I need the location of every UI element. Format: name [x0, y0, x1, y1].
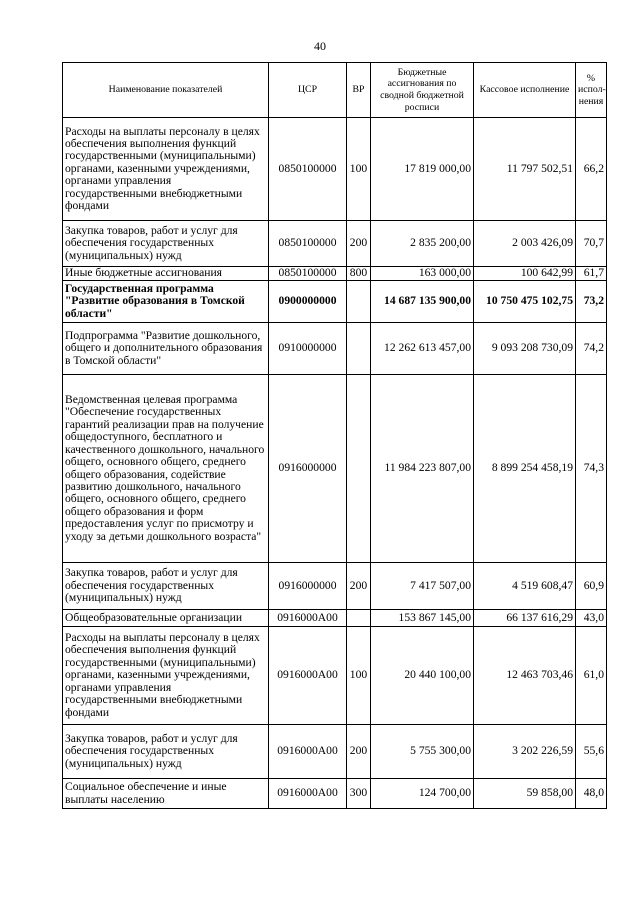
table-row	[63, 779, 607, 809]
budget-table	[62, 62, 607, 809]
row-vr	[347, 610, 371, 627]
row-vr	[347, 281, 371, 323]
row-cash: 4 519 608,47	[474, 563, 576, 610]
row-csr: 0850100000	[269, 221, 347, 267]
row-vr: 200	[347, 221, 371, 267]
table-row	[63, 281, 607, 323]
row-budget: 163 000,00	[371, 267, 474, 281]
table-row	[63, 610, 607, 627]
row-budget: 2 835 200,00	[371, 221, 474, 267]
row-name: Подпрограмма "Развитие дошкольного, общего и дополнительного образования в Томской области"	[63, 323, 269, 375]
row-budget: 20 440 100,00	[371, 627, 474, 725]
row-budget: 12 262 613 457,00	[371, 323, 474, 375]
table-row	[63, 627, 607, 725]
row-cash: 12 463 703,46	[474, 627, 576, 725]
row-pct: 61,7	[576, 267, 607, 281]
table-row	[63, 563, 607, 610]
row-csr: 0916000000	[269, 375, 347, 563]
row-pct: 66,2	[576, 118, 607, 221]
row-cash: 59 858,00	[474, 779, 576, 809]
row-pct: 48,0	[576, 779, 607, 809]
row-name: Закупка товаров, работ и услуг для обеспечения государственных (муниципальных) нужд	[63, 725, 269, 779]
row-pct: 74,2	[576, 323, 607, 375]
row-vr: 300	[347, 779, 371, 809]
row-name: Закупка товаров, работ и услуг для обеспечения государственных (муниципальных) нужд	[63, 563, 269, 610]
row-csr: 0916000000	[269, 563, 347, 610]
table-row	[63, 221, 607, 267]
row-cash: 100 642,99	[474, 267, 576, 281]
row-budget: 5 755 300,00	[371, 725, 474, 779]
row-budget: 11 984 223 807,00	[371, 375, 474, 563]
table-row	[63, 267, 607, 281]
row-cash: 8 899 254 458,19	[474, 375, 576, 563]
row-name: Ведомственная целевая программа "Обеспечение государственных гарантий реализации прав на получение общедоступного, бесплатного и качественного дошкольного, начального общего, основного общего, среднего общего образования, содействие развитию дошкольного, начального общего, основного общего, среднего общего образования и форм предоставления услуг по присмотру и уходу за детьми дошкольного возраста"	[63, 375, 269, 563]
table-row	[63, 323, 607, 375]
row-budget: 17 819 000,00	[371, 118, 474, 221]
row-budget: 153 867 145,00	[371, 610, 474, 627]
row-csr: 0850100000	[269, 118, 347, 221]
row-cash: 2 003 426,09	[474, 221, 576, 267]
row-cash: 10 750 475 102,75	[474, 281, 576, 323]
row-name: Расходы на выплаты персоналу в целях обеспечения выполнения функций государственными (муниципальными) органами, казенными учреждениями, органами управления государственными внебюджетными фондами	[63, 627, 269, 725]
row-name: Расходы на выплаты персоналу в целях обеспечения выполнения функций государственными (муниципальными) органами, казенными учреждениями, органами управления государственными внебюджетными фондами	[63, 118, 269, 221]
row-pct: 60,9	[576, 563, 607, 610]
row-vr: 100	[347, 118, 371, 221]
table-header-row	[63, 63, 607, 118]
row-name: Общеобразовательные организации	[63, 610, 269, 627]
row-cash: 11 797 502,51	[474, 118, 576, 221]
table-row	[63, 375, 607, 563]
row-csr: 0916000А00	[269, 610, 347, 627]
row-pct: 61,0	[576, 627, 607, 725]
header-budget: Бюджетные ассигнования по сводной бюджетной росписи	[371, 63, 474, 118]
row-name: Иные бюджетные ассигнования	[63, 267, 269, 281]
row-pct: 74,3	[576, 375, 607, 563]
row-vr: 100	[347, 627, 371, 725]
row-name: Государственная программа "Развитие образования в Томской области"	[63, 281, 269, 323]
row-csr: 0850100000	[269, 267, 347, 281]
header-cash: Кассовое исполнение	[474, 63, 576, 118]
row-pct: 73,2	[576, 281, 607, 323]
row-csr: 0916000А00	[269, 779, 347, 809]
header-name: Наименование показателей	[63, 63, 269, 118]
row-vr	[347, 323, 371, 375]
header-csr: ЦСР	[269, 63, 347, 118]
row-vr: 200	[347, 563, 371, 610]
page-number: 40	[314, 39, 326, 53]
row-pct: 43,0	[576, 610, 607, 627]
row-pct: 70,7	[576, 221, 607, 267]
row-name: Закупка товаров, работ и услуг для обеспечения государственных (муниципальных) нужд	[63, 221, 269, 267]
table-row	[63, 118, 607, 221]
row-budget: 124 700,00	[371, 779, 474, 809]
row-vr	[347, 375, 371, 563]
row-vr: 800	[347, 267, 371, 281]
row-vr: 200	[347, 725, 371, 779]
row-name: Социальное обеспечение и иные выплаты населению	[63, 779, 269, 809]
row-csr: 0916000А00	[269, 627, 347, 725]
row-pct: 55,6	[576, 725, 607, 779]
row-cash: 3 202 226,59	[474, 725, 576, 779]
header-pct: % испол-нения	[576, 63, 607, 118]
table-row	[63, 725, 607, 779]
header-vr: ВР	[347, 63, 371, 118]
row-csr: 0900000000	[269, 281, 347, 323]
row-csr: 0910000000	[269, 323, 347, 375]
row-csr: 0916000А00	[269, 725, 347, 779]
row-budget: 7 417 507,00	[371, 563, 474, 610]
row-cash: 66 137 616,29	[474, 610, 576, 627]
row-budget: 14 687 135 900,00	[371, 281, 474, 323]
row-cash: 9 093 208 730,09	[474, 323, 576, 375]
